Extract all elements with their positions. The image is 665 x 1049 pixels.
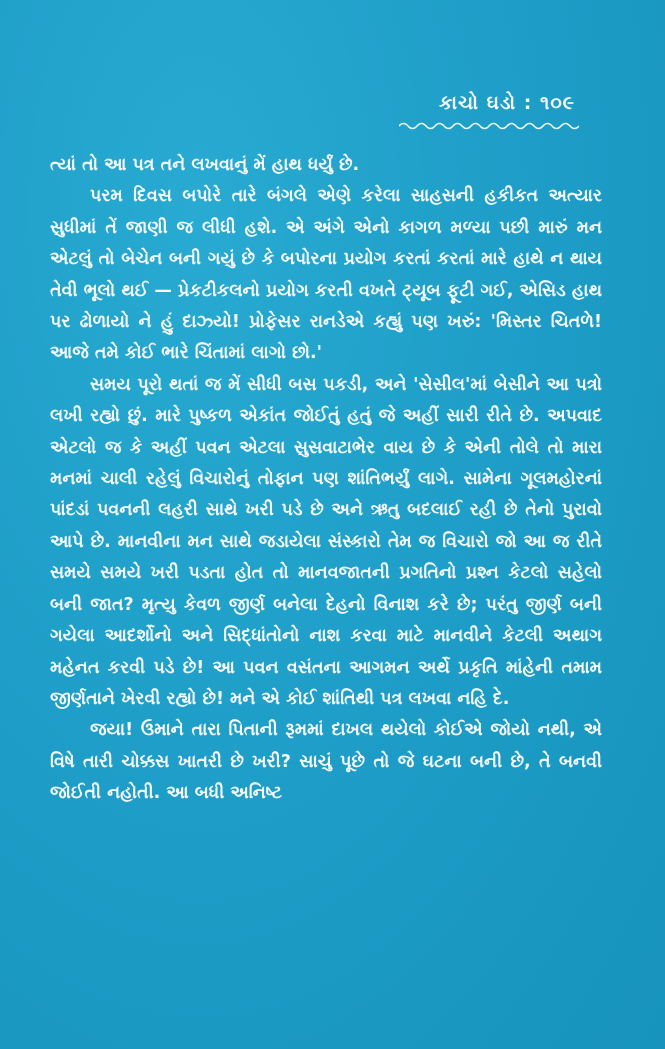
paragraph: ત્યાં તો આ પત્ર તને લખવાનું મેં હાથ ધર્યું છે. xyxy=(50,155,360,175)
paragraph: જયા! ઉમાને તારા પિતાની રૂમમાં દાખલ થયેલો કોઈએ જોયો નથી, એ વિષે તારી ચોક્કસ ખાતરી છે ખરી? સાચું પૂછે તો જે ઘટના બની છે, તે બનવી જોઈતી નહોતી. આ બધી અનિષ્ટ xyxy=(50,720,602,804)
paragraph: પરમ દિવસ બપોરે તારે બંગલે એણે કરેલા સાહસની હકીકત અત્યાર સુધીમાં તેં જાણી જ લીધી હશે. એ અંગે એનો કાગળ મળ્યા પછી મારું મન એટલું તો બેચેન બની ગયું છે કે બપોરના પ્રયોગ કરતાં કરતાં મારે હાથે ન થાય તેવી ભૂલો થઈ — પ્રેકટીકલનો પ્રયોગ કરતી વખતે ટ્યૂબ ફૂટી ગઈ, એસિડ હાથ પર ઢોળાયો ને હું દાઝ્યો! પ્રોફેસર રાનડેએ કહ્યું પણ ખરું: 'મિસ્તર ચિતળે! આજે તમે કોઈ ભારે ચિંતામાં લાગો છો.' xyxy=(50,186,602,364)
header-underline-ornament xyxy=(399,121,579,131)
running-head: કાચો ઘડો : ૧૦૯ xyxy=(438,92,575,114)
paragraph: સમય પૂરો થતાં જ મેં સીધી બસ પકડી, અને 'સેસીલ'માં બેસીને આ પત્રો લખી રહ્યો છું. મારે પુષ્કળ એકાંત જોઈતું હતું જે અહીં સારી રીતે છે. અપવાદ એટલો જ કે અહીં પવન એટલા સુસવાટાભેર વાય છે કે એની તોલે તો મારા મનમાં ચાલી રહેલું વિચારોનું તોફાન પણ શાંતિભર્યું લાગે. સામેના ગૂલમહોરનાં પાંદડાં પવનની લહરી સાથે ખરી પડે છે અને ઋતુ બદલાઈ રહી છે તેનો પુરાવો આપે છે. માનવીના મન સાથે જડાયેલા સંસ્કારો તેમ જ વિચારો જો આ જ રીતે સમયે સમયે ખરી પડતા હોત તો માનવજાતની પ્રગતિનો પ્રશ્ન કેટલો સહેલો બની જાત? મૃત્યુ કેવળ જીર્ણ બનેલા દેહનો વિનાશ કરે છે; પરંતુ જીર્ણ બની ગયેલા આદર્શોનો અને સિદ્ધાંતોનો નાશ કરવા માટે માનવીને કેટલી અથાગ મહેનત કરવી પડે છે! આ પવન વસંતના આગમન અર્થે પ્રકૃતિ માંહેની તમામ જીર્ણતાને ખેરવી રહ્યો છે! મને એ કોઈ શાંતિથી પત્ર લખવા નહિ દે. xyxy=(50,374,602,709)
body-text xyxy=(50,150,602,810)
